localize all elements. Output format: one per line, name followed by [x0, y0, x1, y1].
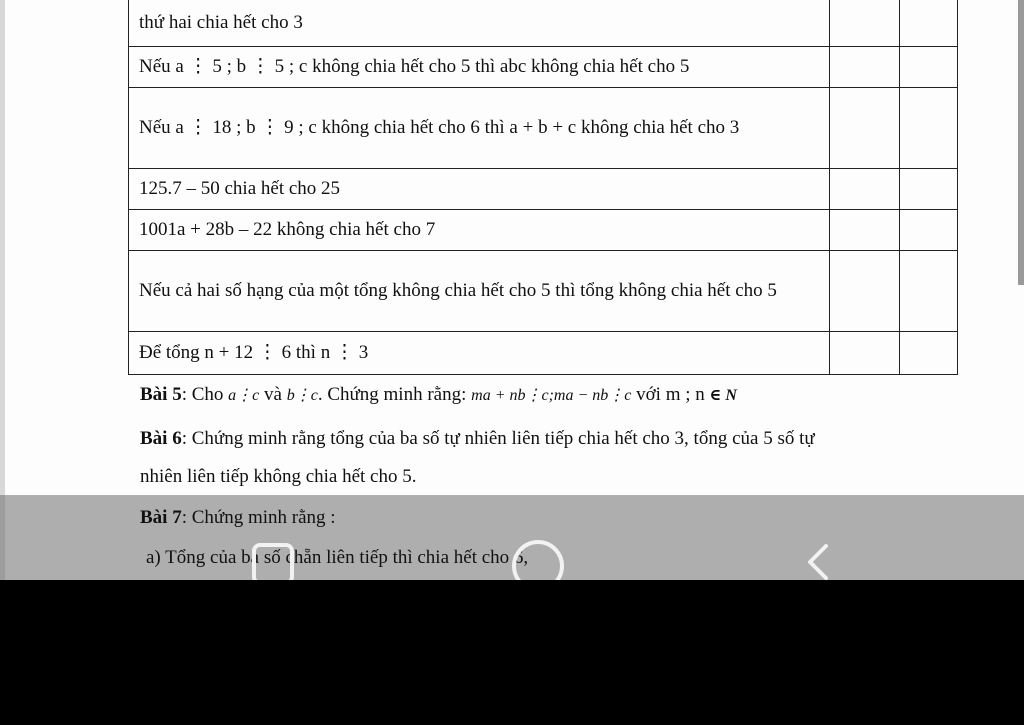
- table-row: [129, 0, 958, 47]
- table-row: [129, 332, 958, 375]
- statement-cell: 125.7 – 50 chia hết cho 25: [129, 169, 830, 210]
- bai6-text: : Chứng minh rằng tổng của ba số tự nhiên liên tiếp chia hết cho 3, tổng của 5 số tự: [181, 428, 815, 449]
- back-icon[interactable]: [800, 540, 840, 580]
- answer-cell-false: [900, 332, 958, 375]
- answer-cell-false: [900, 88, 958, 169]
- table-row: [129, 251, 958, 332]
- table-row: [129, 169, 958, 210]
- page-left-edge: [0, 0, 5, 580]
- statement-cell: thứ hai chia hết cho 3: [129, 0, 830, 47]
- bai5-math: ∈ N: [709, 387, 737, 404]
- table-row: [129, 88, 958, 169]
- statement-cell: Để tổng n + 12 ⋮ 6 thì n ⋮ 3: [129, 332, 830, 375]
- statement-cell: Nếu cả hai số hạng của một tổng không chia hết cho 5 thì tổng không chia hết cho 5: [129, 251, 830, 332]
- bai5-math: b⋮c: [286, 387, 318, 404]
- true-false-table: [128, 0, 958, 375]
- statement-cell: 1001a + 28b – 22 không chia hết cho 7: [129, 210, 830, 251]
- answer-cell-true: [830, 169, 900, 210]
- bai7-paragraph: [140, 507, 336, 529]
- statement-cell: Nếu a ⋮ 5 ; b ⋮ 5 ; c không chia hết cho 5 thì abc không chia hết cho 5: [129, 47, 830, 88]
- bai5-math: ma + nb⋮c;ma − nb⋮c: [471, 387, 632, 404]
- table-row: [129, 210, 958, 251]
- bai6-line2: nhiên liên tiếp không chia hết cho 5.: [140, 466, 417, 487]
- bai5-math: a⋮c: [228, 387, 260, 404]
- answer-cell-true: [830, 210, 900, 251]
- bai5-paragraph: [140, 384, 737, 406]
- black-letterbox: [0, 580, 1024, 725]
- answer-cell-true: [830, 0, 900, 47]
- bai6-paragraph: [140, 428, 815, 450]
- answer-cell-true: [830, 47, 900, 88]
- bai5-text: : Cho: [181, 384, 229, 405]
- bai5-text: với m ; n: [631, 384, 710, 405]
- bai5-text: và: [259, 384, 287, 405]
- recents-icon[interactable]: [252, 543, 294, 580]
- answer-cell-false: [900, 251, 958, 332]
- bai7-item-a: a) Tổng của ba số chẵn liên tiếp thì chia hết cho 6,: [146, 547, 529, 568]
- bai6-label: Bài 6: [140, 428, 182, 449]
- statement-cell: Nếu a ⋮ 18 ; b ⋮ 9 ; c không chia hết cho 6 thì a + b + c không chia hết cho 3: [129, 88, 830, 169]
- bai5-label: Bài 5: [140, 384, 182, 405]
- bai7-label: Bài 7: [140, 507, 182, 528]
- answer-cell-false: [900, 210, 958, 251]
- answer-cell-false: [900, 0, 958, 47]
- answer-cell-true: [830, 88, 900, 169]
- scrollbar-thumb[interactable]: [1018, 0, 1024, 285]
- answer-cell-true: [830, 332, 900, 375]
- answer-cell-false: [900, 47, 958, 88]
- answer-cell-true: [830, 251, 900, 332]
- bai5-text: . Chứng minh rằng:: [317, 384, 472, 405]
- table-row: [129, 47, 958, 88]
- answer-cell-false: [900, 169, 958, 210]
- bai7-text: : Chứng minh rằng :: [181, 507, 336, 528]
